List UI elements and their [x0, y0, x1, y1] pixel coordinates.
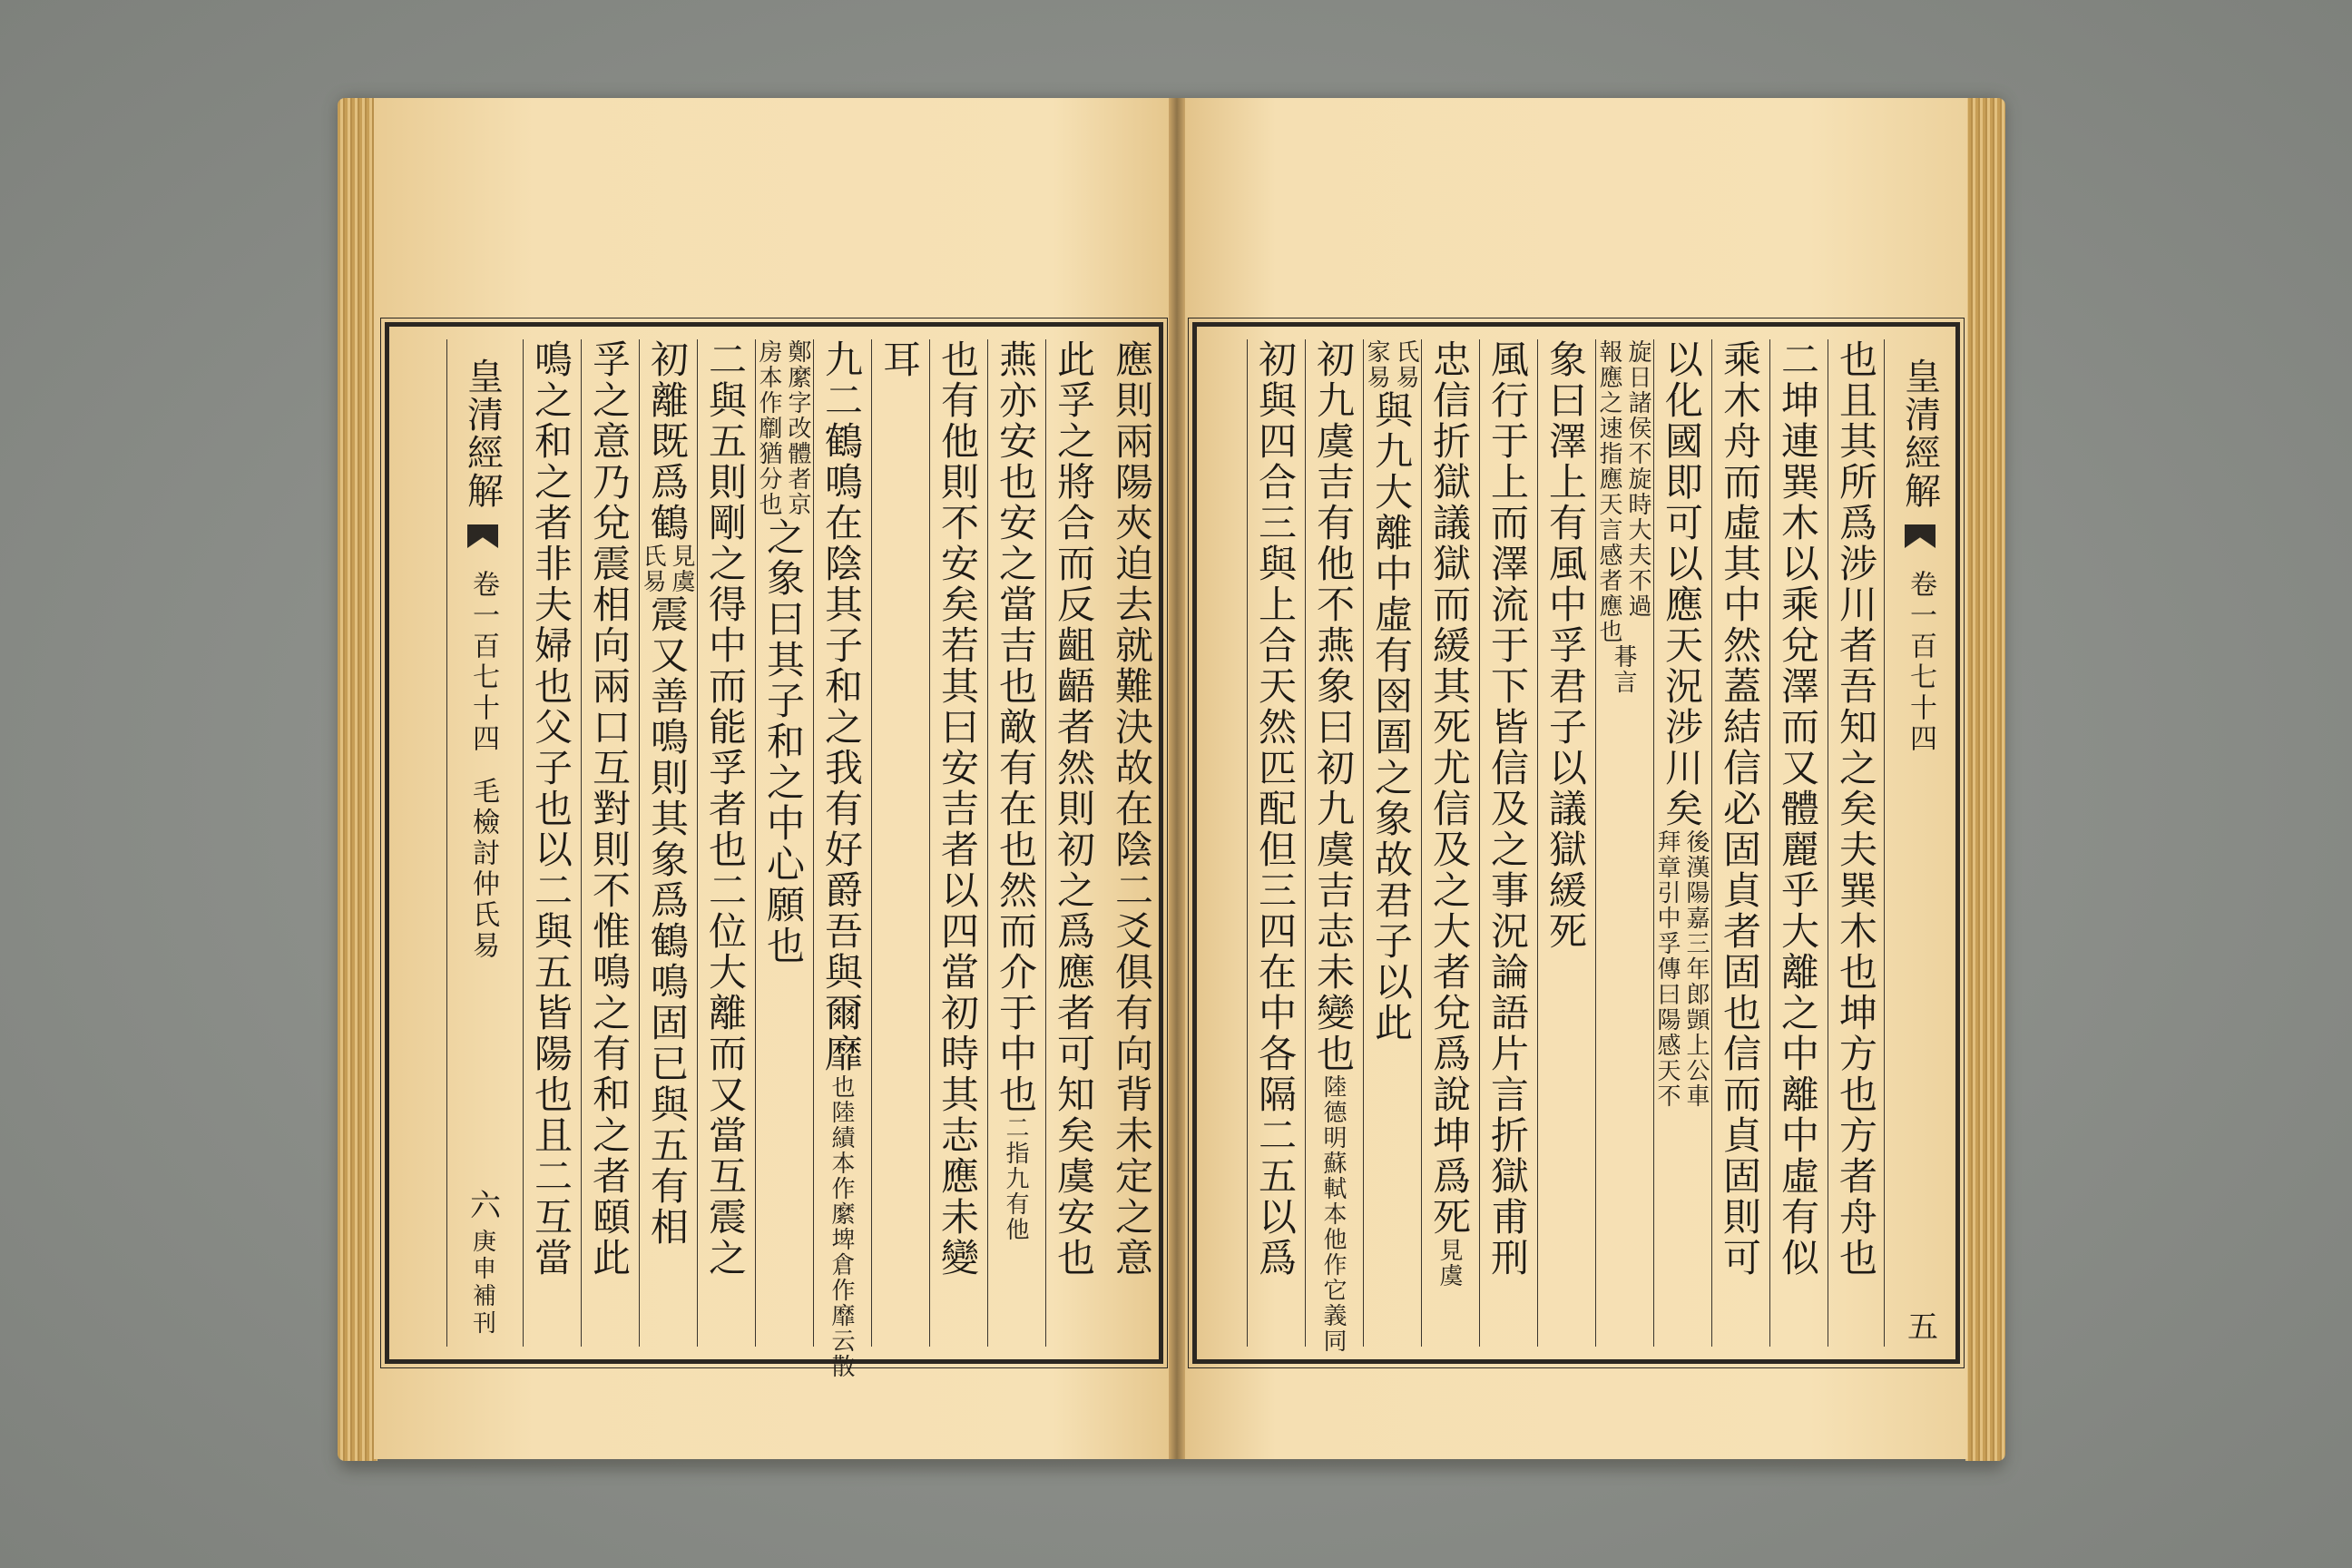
double-note: [1363, 339, 1419, 390]
text-column: [1363, 339, 1418, 1347]
collection-title: 皇清經解: [461, 358, 504, 510]
column-text: 此孚之將合而反齟齬者然則初之爲應者可知矣虞安也: [1052, 339, 1096, 1279]
column-text: 二與五則剛之得中而能孚者也二位大離而又當互震之: [703, 339, 748, 1279]
page-number: 六: [464, 1189, 501, 1220]
column-text: 之象曰其子和之中心願也: [761, 517, 806, 966]
text-column: [1479, 339, 1534, 1347]
text-column: [697, 339, 752, 1347]
text-column: [1711, 339, 1767, 1347]
volume-label: 卷一百七十四: [467, 570, 499, 755]
text-column: [581, 339, 636, 1347]
right-text-frame: [1192, 322, 1960, 1364]
double-note: [1595, 339, 1651, 644]
fishtail-mark: [467, 524, 498, 548]
text-column: [1305, 339, 1360, 1354]
text-column: [1045, 339, 1101, 1347]
column-annotation: 拜章引中孚傳曰陽感天不: [1653, 829, 1681, 1109]
column-annotation: 後漢陽嘉三年郎顗上公車: [1682, 829, 1710, 1109]
column-text: 也有他則不安矣若其曰安吉者以四當初時其志應未變: [936, 339, 980, 1279]
column-text: 初離既爲鶴: [645, 339, 690, 544]
column-annotation: 旋日諸侯不旋時大夫不過: [1624, 339, 1651, 619]
text-column: [1104, 339, 1159, 1347]
column-text: 九二鶴鳴在陰其子和之我有好爵吾與爾靡: [819, 339, 864, 1074]
page-number: 五: [1901, 1310, 1938, 1341]
double-note: [755, 339, 811, 517]
column-text: 耳: [877, 339, 922, 380]
text-column: [987, 339, 1043, 1347]
column-annotation: 也陸績本作縻埤倉作靡云散: [828, 1074, 855, 1379]
column-annotation: 房本作劘猶分也: [755, 339, 782, 517]
author-label: 毛檢討仲氏易: [467, 777, 499, 962]
column-text: 以化國即可以應天況涉川矣: [1660, 339, 1704, 829]
text-column: [1769, 339, 1825, 1347]
column-annotation: 報應之速指應天言感者應也: [1595, 339, 1622, 644]
column-text: 應則兩陽夾迫去就難決故在陰二爻俱有向背未定之意: [1110, 339, 1154, 1279]
text-column: [929, 339, 985, 1347]
text-column: [1653, 339, 1709, 1347]
column-text: 也且其所爲涉川者吾知之矣夫巽木也坤方也方者舟也: [1834, 339, 1878, 1279]
collection-title: 皇清經解: [1898, 358, 1941, 510]
column-annotation: 氏易: [639, 544, 666, 594]
page-edges-left: [338, 98, 377, 1461]
column-annotation: 鄭縻字改體者京: [784, 339, 811, 517]
left-text-frame: [385, 322, 1163, 1379]
column-annotation: 朞言: [1610, 644, 1637, 695]
column-text: 震又善鳴則其象爲鶴鳴固已與五有相: [645, 594, 690, 1248]
left-margin-column: [446, 339, 518, 1347]
text-column: [813, 339, 868, 1379]
column-text: 與九大離中虛有囹圄之象故君子以此: [1369, 390, 1414, 1044]
column-text: 鳴之和之者非夫婦也父子也以二與五皆陽也且二互當: [529, 339, 573, 1279]
column-text: 初九虞吉有他不燕象曰初九虞吉志未變也: [1311, 339, 1356, 1074]
column-text: 孚之意乃兌震相向兩口互對則不惟鳴之有和之者頤此: [587, 339, 632, 1279]
text-column: [1537, 339, 1592, 1347]
column-text: 燕亦安也安之當吉也敵有在也然而介于中也: [994, 339, 1038, 1115]
text-column: [1421, 339, 1476, 1347]
double-note: [1653, 829, 1710, 1109]
fishtail-mark: [1905, 524, 1936, 548]
right-margin-column: [1884, 339, 1955, 1347]
column-annotation: 見虞: [1436, 1238, 1463, 1289]
text-column: [871, 339, 926, 1347]
text-column: [523, 339, 578, 1347]
column-text: 乘木舟而虛其中然蓋結信必固貞者固也信而貞固則可: [1718, 339, 1762, 1279]
column-text: 初與四合三與上合天然匹配但三四在中各隔二五以爲: [1253, 339, 1298, 1279]
column-text: 忠信折獄議獄而緩其死尤信及之大者兌爲說坤爲死: [1427, 339, 1472, 1238]
text-column: [639, 339, 694, 1347]
column-annotation: 氏易: [1392, 339, 1419, 390]
text-column: [1595, 339, 1651, 1347]
column-annotation: 見虞: [668, 544, 695, 594]
column-annotation: 家易: [1363, 339, 1390, 390]
column-text: 二坤連巽木以乘兌澤而又體麗乎大離之中離中虛有似: [1776, 339, 1820, 1279]
column-annotation: 二指九有他: [1002, 1115, 1029, 1242]
column-annotation: 陸德明蘇軾本他作它義同: [1319, 1074, 1347, 1354]
text-column: [1828, 339, 1883, 1347]
edition-label: 庚申補刊: [468, 1229, 496, 1338]
page-edges-right: [1965, 98, 2005, 1461]
double-note: [639, 544, 695, 594]
column-text: 象曰澤上有風中孚君子以議獄緩死: [1544, 339, 1588, 952]
column-text: 風行于上而澤流于下皆信及之事況論語片言折獄甫刑: [1485, 339, 1530, 1279]
volume-label: 卷一百七十四: [1905, 570, 1936, 755]
text-column: [755, 339, 810, 1347]
book-gutter: [1169, 98, 1185, 1459]
text-column: [1247, 339, 1302, 1347]
